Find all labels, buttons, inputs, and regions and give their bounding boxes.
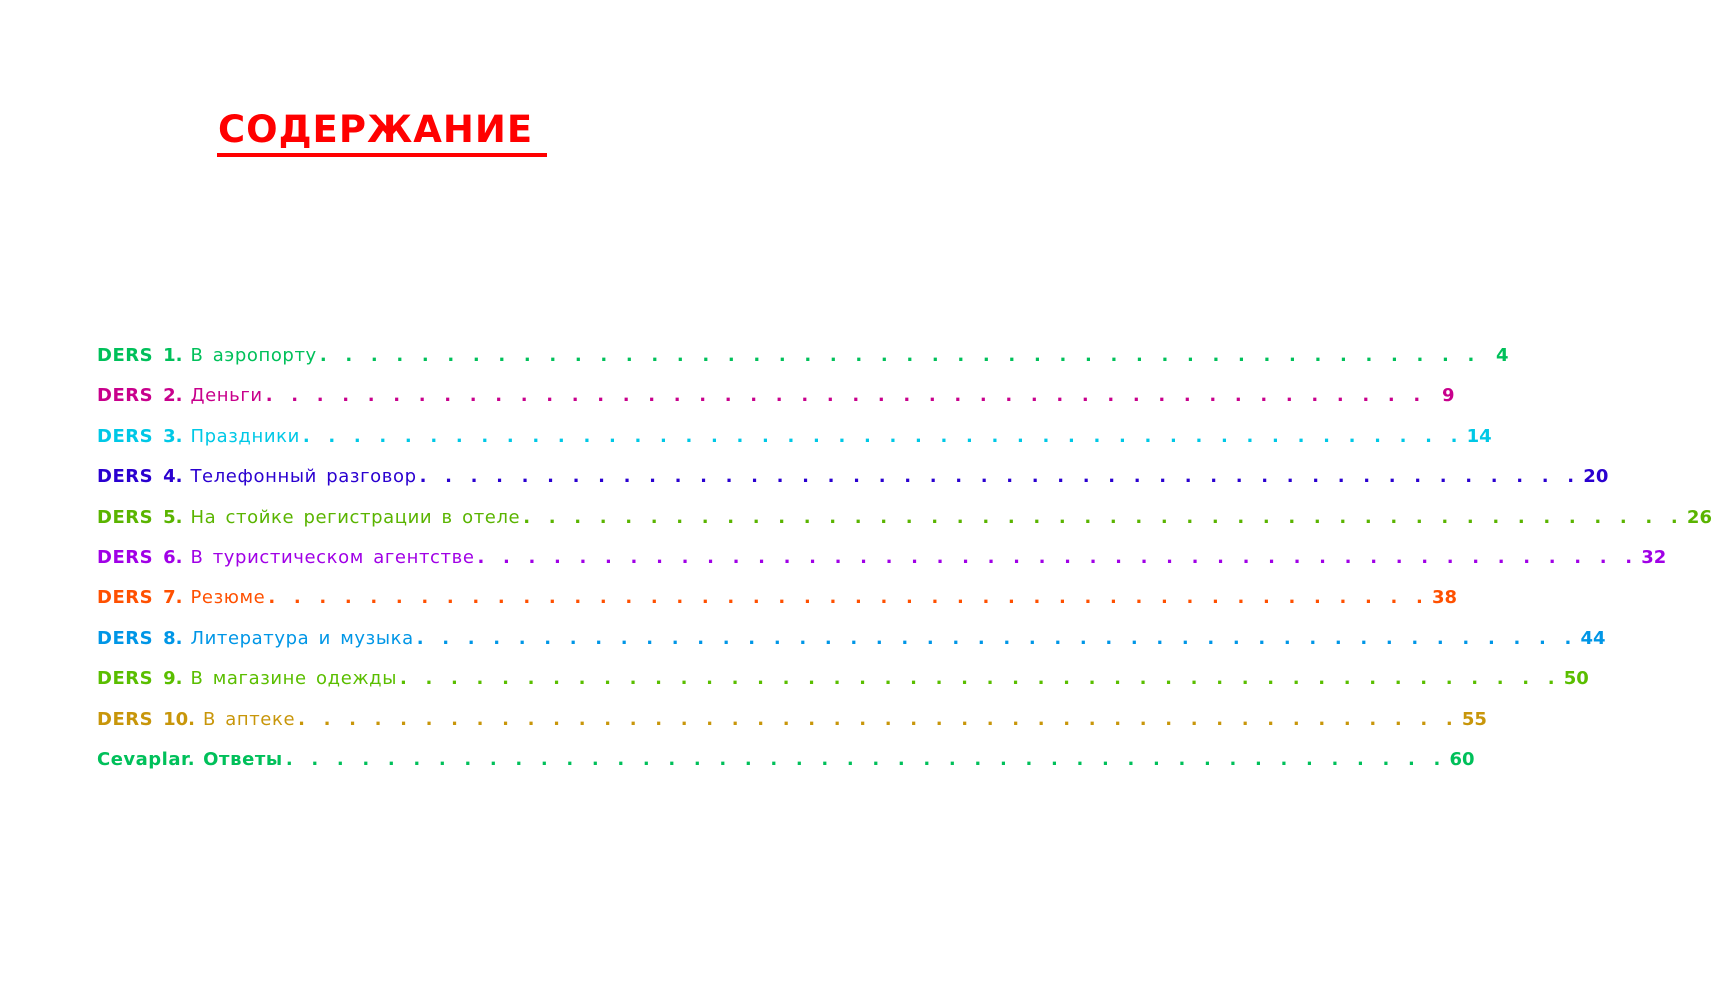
toc-entry-page: 55	[1461, 708, 1487, 730]
toc-entry-number: 7.	[163, 587, 183, 609]
toc-entry-lesson-10[interactable]	[97, 704, 1487, 744]
toc-entry-label: Cevaplar.	[97, 748, 196, 770]
toc-entry-topic: Телефонный разговор	[190, 466, 417, 488]
toc-dot-leader: . . . . . . . . . . . . . . . . . . . . . . . . . . . . . . . . . . . . . . . . . . . . . .	[319, 345, 1481, 366]
toc-entry-page: 32	[1641, 546, 1667, 568]
toc-entry-number: 9.	[163, 668, 183, 690]
page-title: СОДЕРЖАНИЕ	[218, 108, 534, 151]
toc-entry-topic: Праздники	[190, 425, 300, 447]
toc-entry-label: DERS	[97, 708, 154, 730]
toc-entry-number: 1.	[163, 345, 183, 366]
toc-entry-number: 10.	[163, 708, 195, 730]
toc-entry-topic: В магазине одежды	[190, 668, 398, 690]
toc-entry-label: DERS	[97, 425, 154, 447]
toc-entry-number: 3.	[163, 425, 183, 447]
toc-entry-number: 2.	[163, 385, 183, 407]
toc-entry-page: 50	[1563, 668, 1589, 690]
toc-entry-page: 14	[1466, 425, 1492, 447]
toc-entry-label: DERS	[97, 506, 154, 528]
toc-entry-lesson-3[interactable]	[97, 421, 1492, 461]
toc-entry-topic: В аэропорту	[190, 345, 317, 366]
toc-entry-page: 20	[1583, 466, 1609, 488]
toc-entry-topic: Ответы	[203, 748, 283, 770]
toc-entry-label: DERS	[97, 385, 154, 407]
toc-entry-page: 4	[1496, 345, 1509, 366]
toc-entry-topic: В аптеке	[202, 708, 296, 730]
toc-dot-leader: . . . . . . . . . . . . . . . . . . . . . . . . . . . . . . . . . . . . . . . . . . . . . .	[523, 506, 1684, 528]
toc-dot-leader: . . . . . . . . . . . . . . . . . . . . . . . . . . . . . . . . . . . . . . . . . . . . . .	[302, 425, 1464, 447]
toc-entry-lesson-6[interactable]	[97, 542, 1667, 582]
toc-entry-page: 60	[1449, 748, 1475, 770]
toc-entry-label: DERS	[97, 587, 154, 609]
toc-entry-number: 4.	[163, 466, 183, 488]
toc-entry-lesson-8[interactable]	[97, 623, 1606, 663]
table-of-contents	[97, 340, 1712, 784]
toc-entry-topic: Литература и музыка	[190, 627, 414, 649]
toc-entry-topic: Резюме	[190, 587, 266, 609]
toc-dot-leader: . . . . . . . . . . . . . . . . . . . . . . . . . . . . . . . . . . . . . . . . . . . . . .	[477, 546, 1639, 568]
toc-entry-lesson-9[interactable]	[97, 663, 1589, 703]
toc-entry-lesson-1[interactable]	[97, 340, 1509, 380]
toc-dot-leader: . . . . . . . . . . . . . . . . . . . . . . . . . . . . . . . . . . . . . . . . . . . . . .	[285, 748, 1447, 770]
toc-entry-lesson-7[interactable]	[97, 582, 1458, 622]
title-underline	[217, 153, 547, 157]
toc-entry-label: DERS	[97, 546, 154, 568]
toc-entry-number: 6.	[163, 546, 183, 568]
toc-entry-label: DERS	[97, 466, 154, 488]
toc-dot-leader: . . . . . . . . . . . . . . . . . . . . . . . . . . . . . . . . . . . . . . . . . . . . . .	[400, 668, 1561, 690]
toc-entry-lesson-2[interactable]	[97, 380, 1455, 420]
toc-entry-page: 38	[1432, 587, 1458, 609]
toc-entry-lesson-4[interactable]	[97, 461, 1609, 501]
toc-entry-topic: Деньги	[190, 385, 263, 407]
toc-entry-number: 5.	[163, 506, 183, 528]
toc-dot-leader: . . . . . . . . . . . . . . . . . . . . . . . . . . . . . . . . . . . . . . . . . . . . . .	[268, 587, 1430, 609]
toc-entry-topic: В туристическом агентстве	[190, 546, 475, 568]
toc-entry-number: 8.	[163, 627, 183, 649]
toc-entry-page: 26	[1686, 506, 1712, 528]
toc-dot-leader: . . . . . . . . . . . . . . . . . . . . . . . . . . . . . . . . . . . . . . . . . . . . . .	[419, 466, 1581, 488]
toc-entry-topic: На стойке регистрации в отеле	[190, 506, 521, 528]
toc-entry-page: 9	[1441, 385, 1455, 407]
toc-entry-lesson-5[interactable]	[97, 502, 1712, 542]
toc-dot-leader: . . . . . . . . . . . . . . . . . . . . . . . . . . . . . . . . . . . . . . . . . . . . . .	[265, 385, 1427, 407]
toc-dot-leader: . . . . . . . . . . . . . . . . . . . . . . . . . . . . . . . . . . . . . . . . . . . . . .	[298, 708, 1459, 730]
toc-entry-label: DERS	[97, 345, 154, 366]
toc-entry-label: DERS	[97, 668, 154, 690]
toc-entry-answers[interactable]	[97, 744, 1475, 784]
toc-dot-leader: . . . . . . . . . . . . . . . . . . . . . . . . . . . . . . . . . . . . . . . . . . . . . .	[416, 627, 1578, 649]
toc-entry-page: 44	[1580, 627, 1606, 649]
toc-entry-label: DERS	[97, 627, 154, 649]
